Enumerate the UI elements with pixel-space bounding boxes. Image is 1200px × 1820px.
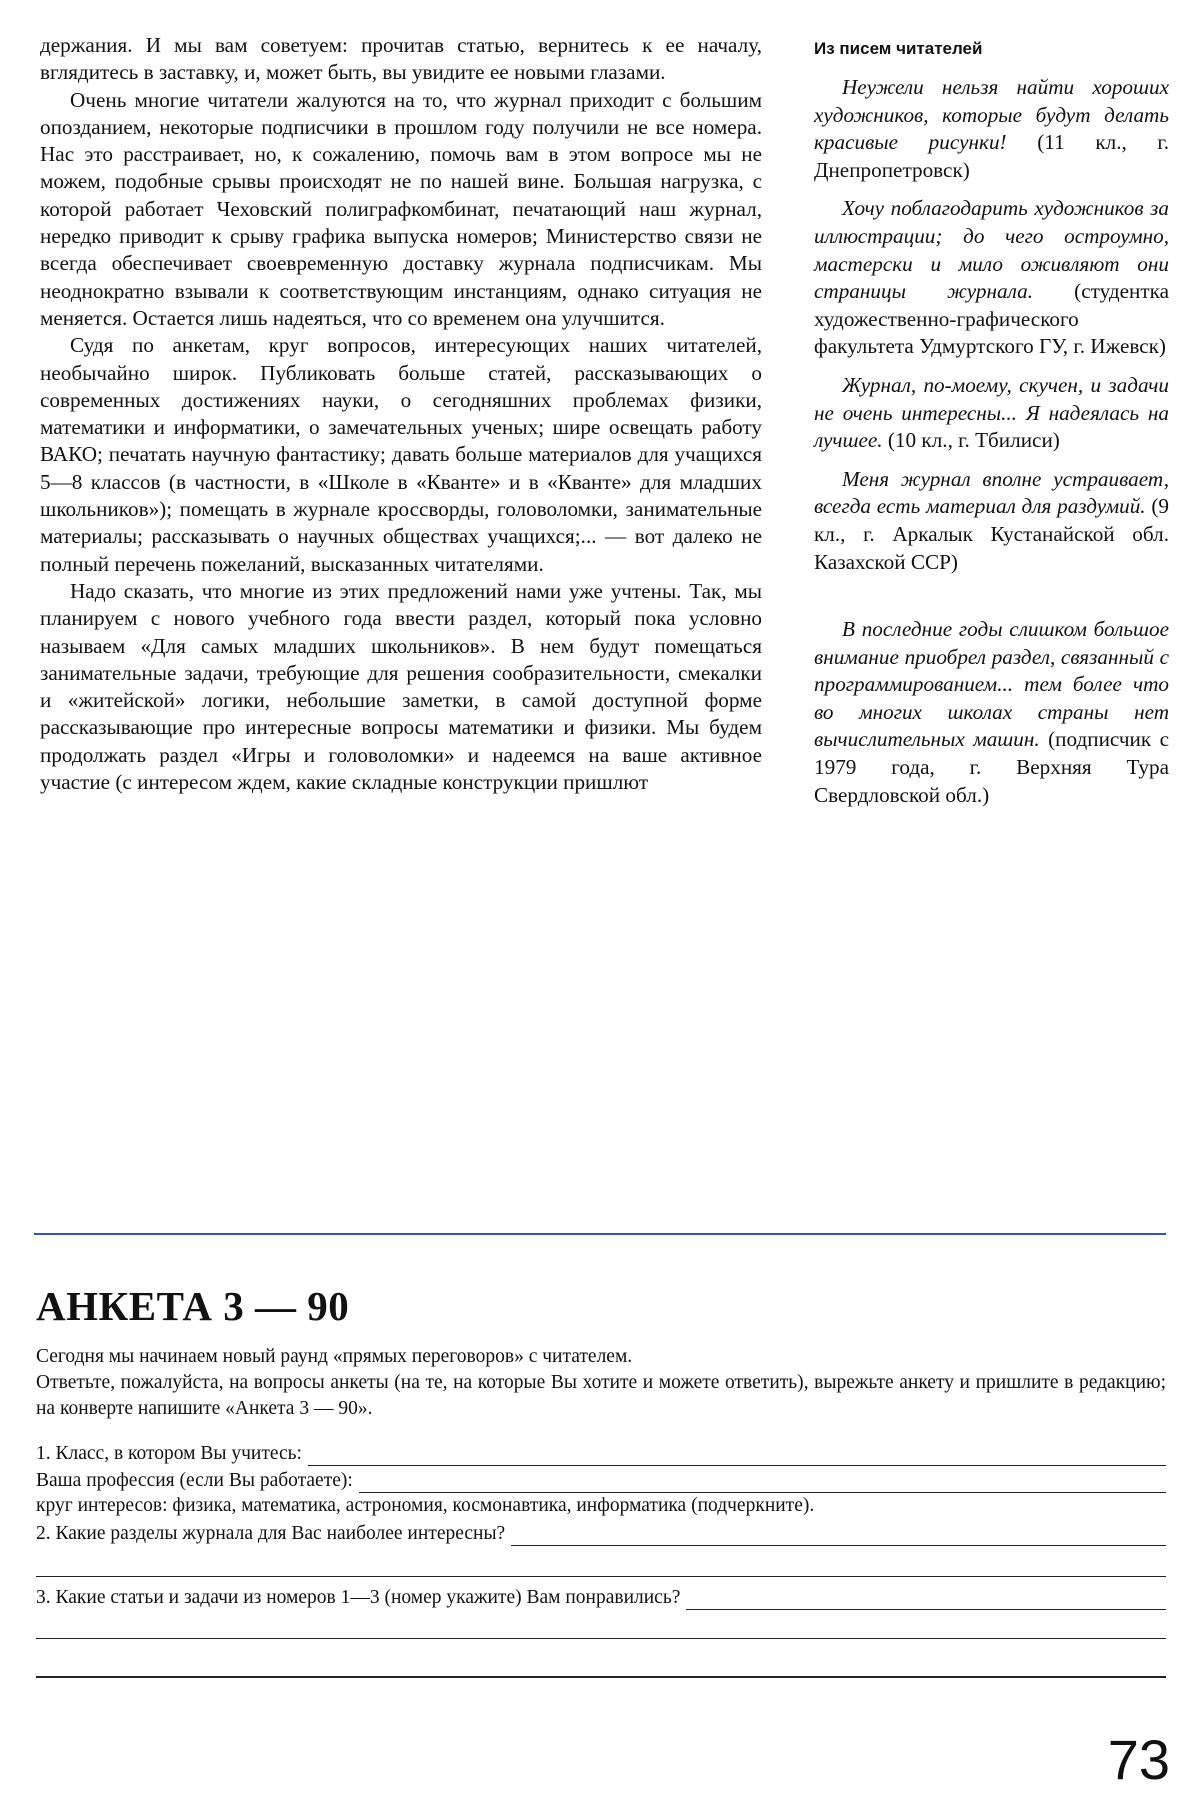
section-divider [34, 1233, 1166, 1235]
answer-profession-line[interactable] [359, 1474, 1166, 1493]
letter-source: (10 кл., г. Тбилиси) [882, 428, 1060, 453]
reader-letter [814, 195, 1169, 361]
answer-sections-line[interactable] [511, 1527, 1166, 1546]
question-articles-row [36, 1584, 1166, 1610]
letter-source: (студентка художественно-графического факультета Удмуртского ГУ, г. Ижевск) [814, 279, 1169, 359]
reader-letter [814, 74, 1169, 184]
letter-source: (11 кл., г. Днепропетровск) [814, 130, 1170, 182]
question-class-label: 1. Класс, в котором Вы учитесь: [36, 1443, 302, 1464]
answer-class-line[interactable] [308, 1447, 1166, 1466]
letter-source: (подписчик с 1979 года, г. Верхняя Тура Свердловской обл.) [814, 727, 1169, 807]
question-profession-label: Ваша профессия (если Вы работаете): [36, 1470, 353, 1491]
article-column [40, 32, 762, 796]
reader-letter [814, 466, 1169, 576]
question-interests-row [36, 1494, 1166, 1520]
anketa-title: АНКЕТА 3 — 90 [36, 1283, 350, 1329]
reader-letter [814, 616, 1169, 809]
question-sections-row [36, 1520, 1166, 1546]
page-number: 73 [1107, 1728, 1170, 1791]
article-paragraph: держания. И мы вам советуем: прочитав статью, вернитесь к ее началу, вглядитесь в заставку, и, может быть, вы увидите ее новыми глазами. [40, 33, 762, 85]
article-paragraph: Очень многие читатели жалуются на то, что журнал приходит с большим опозданием, некоторые подписчики в прошлом году получили не все номера. Нас это расстраивает, но, к сожалению, помочь вам в этом вопросе мы не можем, подобные срывы происходят не по нашей вине. Большая нагрузка, с которой работает Чеховский полиграфкомбинат, печатающий наш журнал, нередко приводит к срыву графика выпуска номеров; Министерство связи не всегда обеспечивает своевременную доставку журнала подписчикам. Мы неоднократно взывали к соответствующим инстанциям, однако ситуация не меняется. Остается лишь надеяться, что со временем она улучшится. [40, 87, 762, 330]
letter-quote: Меня журнал вполне устраивает, всегда есть материал для раздумий. [814, 466, 1169, 519]
letter-source: (9 кл., г. Аркалык Кустанайской обл. Казахской ССР) [814, 494, 1169, 574]
answer-blank-line[interactable] [36, 1576, 1166, 1577]
letter-quote: Неужели нельзя найти хороших художников, которые будут делать красивые рисунки! [814, 75, 1169, 155]
article-paragraph: Судя по анкетам, круг вопросов, интересующих наших читателей, необычайно широк. Публиковать больше статей, рассказывающих о современных достижениях науки, о сегодняшних проблемах физики, математики и информатики, о замечательных ученых; шире освещать работу ВАКО; печатать научную фантастику; давать больше материалов для учащихся 5—8 классов (в частности, в «Школе в «Кванте» и в «Кванте» для младших школьников»); помещать в журнале кроссворды, головоломки, занимательные материалы; рассказывать о научных обществах учащихся;... — вот далеко не полный перечень пожеланий, высказанных читателями. [40, 333, 762, 576]
anketa-intro [36, 1344, 1166, 1422]
article-paragraph: Надо сказать, что многие из этих предложений нами уже учтены. Так, мы планируем с нового учебного года ввести раздел, который пока условно называем «Для самых младших школьников». В нем будут помещаться занимательные задачи, требующие для решения сообразительности, смекалки и «житейской» логики, небольшие заметки, в самой доступной форме рассказывающие про интересные вопросы математики и физики. Мы будем продолжать раздел «Игры и головоломки» и надеемся на ваше активное участие (с интересом ждем, какие складные конструкции пришлют [40, 578, 762, 795]
reader-letter [814, 372, 1169, 455]
answer-blank-line[interactable] [36, 1638, 1166, 1639]
reader-letters-title: Из писем читателей [814, 39, 983, 58]
letter-quote: Хочу поблагодарить художников за иллюстрации; до чего остроумно, мастерски и мило оживляют они страницы журнала. [814, 196, 1169, 304]
reader-letters-column [814, 38, 1169, 820]
answer-blank-line[interactable] [36, 1676, 1166, 1678]
question-interests-label: круг интересов: физика, математика, астрономия, космонавтика, информатика (подчеркните). [36, 1495, 815, 1516]
letter-quote: В последние годы слишком большое внимание приобрел раздел, связанный с программированием... тем более что во многих школах страны нет вычислительных машин. [814, 617, 1169, 752]
anketa-intro-line: Сегодня мы начинаем новый раунд «прямых переговоров» с читателем. [36, 1346, 633, 1367]
answer-articles-line[interactable] [686, 1591, 1166, 1610]
anketa-intro-line: Ответьте, пожалуйста, на вопросы анкеты (на те, на которые Вы хотите и можете ответить), вырежьте анкету и пришлите в редакцию; на конверте напишите «Анкета 3 — 90». [36, 1372, 1166, 1419]
letter-quote: Журнал, по-моему, скучен, и задачи не очень интересны... Я надеялась на лучшее. [814, 372, 1169, 453]
question-sections-label: 2. Какие разделы журнала для Вас наиболее интересны? [36, 1523, 506, 1544]
question-articles-label: 3. Какие статьи и задачи из номеров 1—3 (номер укажите) Вам понравились? [36, 1587, 681, 1608]
question-class-row [36, 1440, 1166, 1466]
question-profession-row [36, 1467, 1166, 1493]
